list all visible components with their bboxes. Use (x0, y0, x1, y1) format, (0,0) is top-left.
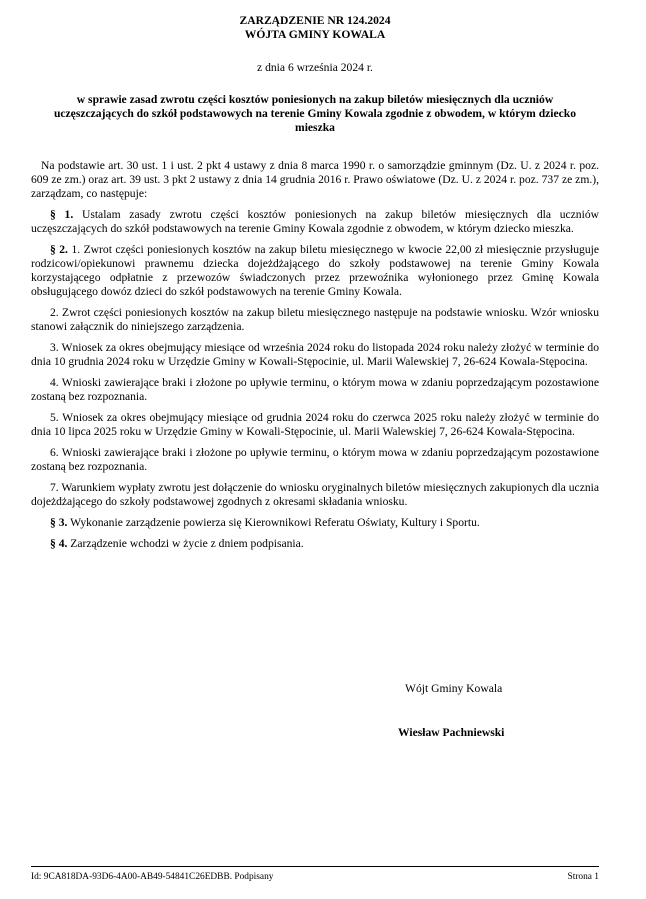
document-body (31, 159, 599, 558)
document-issuer: WÓJTA GMINY KOWALA (244, 28, 386, 41)
section-2-point-4: 4. Wnioski zawierające braki i złożone po upływie terminu, o którym mowa w zdaniu poprzedzającym pozostawione zostaną bez rozpoznania. (31, 376, 599, 403)
section-2-point-6: 6. Wnioski zawierające braki i złożone po upływie terminu, o którym mowa w zdaniu poprzedzającym pozostawione zostaną bez rozpoznania. (31, 446, 599, 473)
page-number: Strona 1 (567, 872, 599, 882)
section-3-mark: § 3. (50, 516, 68, 529)
signatory-name: Wiesław Pachniewski (398, 726, 505, 739)
section-1-text: Ustalam zasady zwrotu części kosztów poniesionych na zakup biletów miesięcznych dla uczniów uczęszczających do szkół podstawowych na terenie Gminy Kowala zgodnie z obwodem, w którym dziecko mieszka. (31, 208, 599, 235)
document-id: Id: 9CA818DA-93D6-4A00-AB49-54841C26EDBB. Podpisany (31, 872, 274, 882)
section-2-point-7: 7. Warunkiem wypłaty zwrotu jest dołączenie do wniosku oryginalnych biletów miesięcznych zakupionych dla ucznia dojeżdżającego do szkoły podstawowej zgodnych z okresami składania wniosku. (31, 481, 599, 508)
section-2-mark: § 2. (50, 243, 68, 256)
document-title: ZARZĄDZENIE NR 124.2024 (239, 14, 391, 27)
document-page (31, 0, 599, 899)
legal-basis-paragraph: Na podstawie art. 30 ust. 1 i ust. 2 pkt 4 ustawy z dnia 8 marca 1990 r. o samorządzie gminnym (Dz. U. z 2024 r. poz. 609 ze zm.) oraz art. 39 ust. 3 pkt 2 ustawy z dnia 14 grudnia 2016 r. Prawo oświatowe (Dz. U. z 2024 r. poz. 737 ze zm.), zarządzam, co następuje: (31, 159, 599, 200)
section-2-point-5: 5. Wniosek za okres obejmujący miesiące od grudnia 2024 roku do czerwca 2025 roku należy złożyć w terminie do dnia 10 lipca 2025 roku w Urzędzie Gminy w Kowali-Stępocinie, ul. Marii Walewskiej 7, 26-624 Kowala-Stępocina. (31, 411, 599, 438)
section-2-point-1 (31, 243, 599, 299)
section-4-mark: § 4. (50, 537, 68, 550)
signatory-title: Wójt Gminy Kowala (405, 682, 503, 695)
document-subject: w sprawie zasad zwrotu części kosztów poniesionych na zakup biletów miesięcznych dla uczniów uczęszczających do szkół podstawowych na terenie Gminy Kowala zgodnie z obwodem, w którym dziecko mieszka (53, 93, 577, 134)
footer-divider (31, 866, 599, 867)
section-4 (31, 537, 599, 551)
section-2-point-1-text: 1. Zwrot części poniesionych kosztów na zakup biletu miesięcznego w kwocie 22,00 zł miesięcznie przysługuje rodzicowi/opiekunowi prawnemu dziecka dojeżdżającego do szkoły podstawowej na terenie Gminy Kowala korzystającego odpłatnie z przewozów świadczonych przez przewoźnika wyłonionego przez Gminę Kowala obsługującego dowóz dzieci do szkół podstawowych na terenie Gminy Kowala. (31, 243, 600, 298)
section-4-text: Zarządzenie wchodzi w życie z dniem podpisania. (70, 537, 304, 550)
section-3-text: Wykonanie zarządzenie powierza się Kierownikowi Referatu Oświaty, Kultury i Sportu. (70, 516, 480, 529)
section-2-point-2: 2. Zwrot części poniesionych kosztów na zakup biletu miesięcznego następuje na podstawie wniosku. Wzór wniosku stanowi załącznik do niniejszego zarządzenia. (31, 306, 599, 333)
section-1 (31, 208, 599, 236)
section-3 (31, 516, 599, 530)
section-2-point-3: 3. Wniosek za okres obejmujący miesiące od września 2024 roku do listopada 2024 roku należy złożyć w terminie do dnia 10 grudnia 2024 roku w Urzędzie Gminy w Kowali-Stępocinie, ul. Marii Walewskiej 7, 26-624 Kowala-Stępocina. (31, 341, 599, 368)
section-1-mark: § 1. (50, 208, 74, 221)
document-date: z dnia 6 września 2024 r. (257, 61, 373, 74)
